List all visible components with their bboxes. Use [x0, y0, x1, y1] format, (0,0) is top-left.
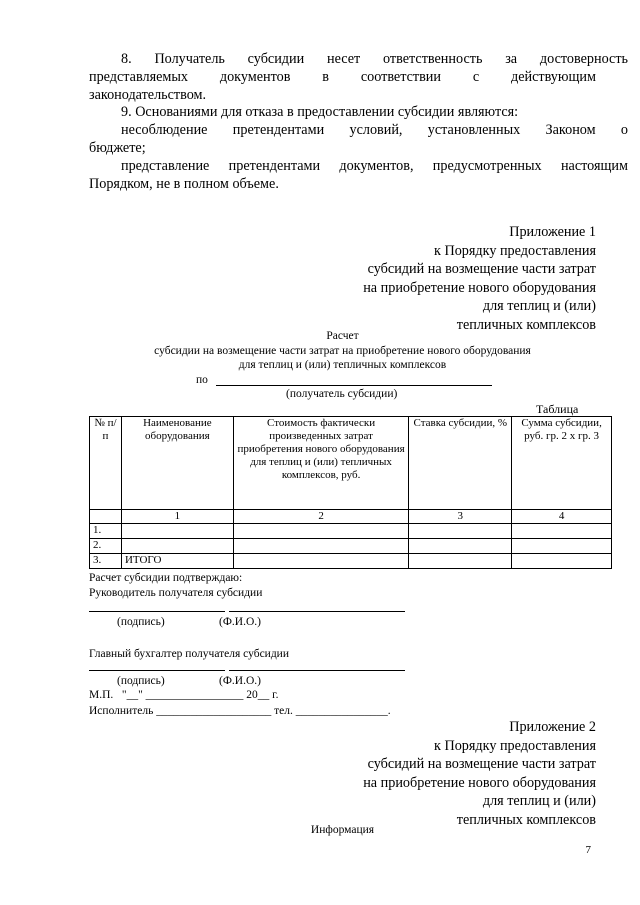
- paragraph-9a-line2: бюджете;: [89, 140, 146, 156]
- accountant-sign-caption: (подпись): [117, 675, 165, 687]
- paragraph-9a-line1: несоблюдение претендентами условий, установленных Законом о: [121, 122, 628, 138]
- head-label: Руководитель получателя субсидии: [89, 587, 263, 599]
- head-sign-caption: (подпись): [117, 616, 165, 628]
- appendix-1-header: [363, 223, 596, 334]
- accountant-fio-caption: (Ф.И.О.): [219, 675, 261, 687]
- appendix-1-line: для теплиц и (или): [482, 298, 596, 314]
- header-cell-number: № п/п: [90, 417, 122, 510]
- page-number: 7: [585, 844, 591, 856]
- paragraph-9: 9. Основаниями для отказа в предоставлении субсидии являются:: [121, 104, 519, 120]
- calc-subtitle-2: для теплиц и (или) тепличных комплексов: [238, 359, 447, 371]
- appendix-1-line: тепличных комплексов: [456, 316, 596, 333]
- appendix-1-line: к Порядку предоставления: [434, 242, 596, 259]
- accountant-sign-line: [89, 670, 225, 671]
- paragraph-9b-line1: представление претендентами документов, предусмотренных настоящим: [121, 158, 628, 174]
- table-row: [90, 554, 612, 569]
- appendix-2-line: к Порядку предоставления: [434, 737, 596, 754]
- table-row: [90, 524, 612, 539]
- header-cell-name: Наименование оборудования: [121, 417, 233, 510]
- column-number: 2: [233, 510, 409, 524]
- stamp-date-line: М.П. "__" _________________ 20__ г.: [89, 689, 279, 701]
- row-number: 1.: [90, 524, 122, 539]
- column-number: 3: [409, 510, 512, 524]
- accountant-label: Главный бухгалтер получателя субсидии: [89, 648, 289, 660]
- column-number: 1: [121, 510, 233, 524]
- paragraph-8-line1: 8. Получатель субсидии несет ответственность за достоверность: [121, 51, 628, 67]
- appendix-2-line: Приложение 2: [509, 719, 596, 735]
- head-fio-caption: (Ф.И.О.): [219, 616, 261, 628]
- recipient-caption: (получатель субсидии): [286, 388, 398, 400]
- row-number: 3.: [90, 554, 122, 569]
- appendix-1-line: субсидий на возмещение части затрат: [367, 261, 596, 277]
- paragraph-8-line3: законодательством.: [89, 87, 207, 103]
- appendix-2-line: на приобретение нового оборудования: [363, 774, 596, 791]
- appendix-2-line: для теплиц и (или): [482, 793, 596, 809]
- header-cell-amount: Сумма субсидии, руб. гр. 2 х гр. 3: [512, 417, 612, 510]
- paragraph-8-line2: представляемых документов в соответствии с действующим: [89, 69, 596, 85]
- table-label: Таблица: [536, 402, 579, 416]
- calc-subtitle-1: субсидии на возмещение части затрат на приобретение нового оборудования: [154, 345, 531, 357]
- head-sign-line: [89, 611, 225, 612]
- appendix-2-line: субсидий на возмещение части затрат: [367, 756, 596, 772]
- calc-title: Расчет: [326, 330, 359, 342]
- recipient-line: [216, 385, 492, 386]
- header-cell-rate: Ставка субсидии, %: [409, 417, 512, 510]
- info-title: Информация: [310, 824, 375, 836]
- confirm-text: Расчет субсидии подтверждаю:: [89, 572, 243, 584]
- table-header-row: [90, 417, 612, 510]
- column-number: 4: [512, 510, 612, 524]
- header-cell-cost: Стоимость фактически произведенных затрат приобретения нового оборудования для теплиц и (или) тепличных комплексов, руб.: [233, 417, 409, 510]
- table-row: [90, 539, 612, 554]
- appendix-2-line: тепличных комплексов: [456, 811, 596, 828]
- row-name: [121, 524, 233, 539]
- executor-line: Исполнитель ____________________ тел. ________________.: [89, 705, 391, 717]
- appendix-1-line: на приобретение нового оборудования: [363, 279, 596, 296]
- appendix-2-header: [363, 718, 596, 829]
- calc-po-label: по: [196, 374, 208, 386]
- row-name: [121, 539, 233, 554]
- row-total-label: ИТОГО: [121, 554, 233, 569]
- table-column-number-row: [90, 510, 612, 524]
- head-fio-line: [229, 611, 405, 612]
- appendix-1-line: Приложение 1: [509, 224, 596, 240]
- accountant-fio-line: [229, 670, 405, 671]
- paragraph-9b-line2: Порядком, не в полном объеме.: [89, 176, 279, 192]
- row-number: 2.: [90, 539, 122, 554]
- calculation-table: [89, 416, 612, 569]
